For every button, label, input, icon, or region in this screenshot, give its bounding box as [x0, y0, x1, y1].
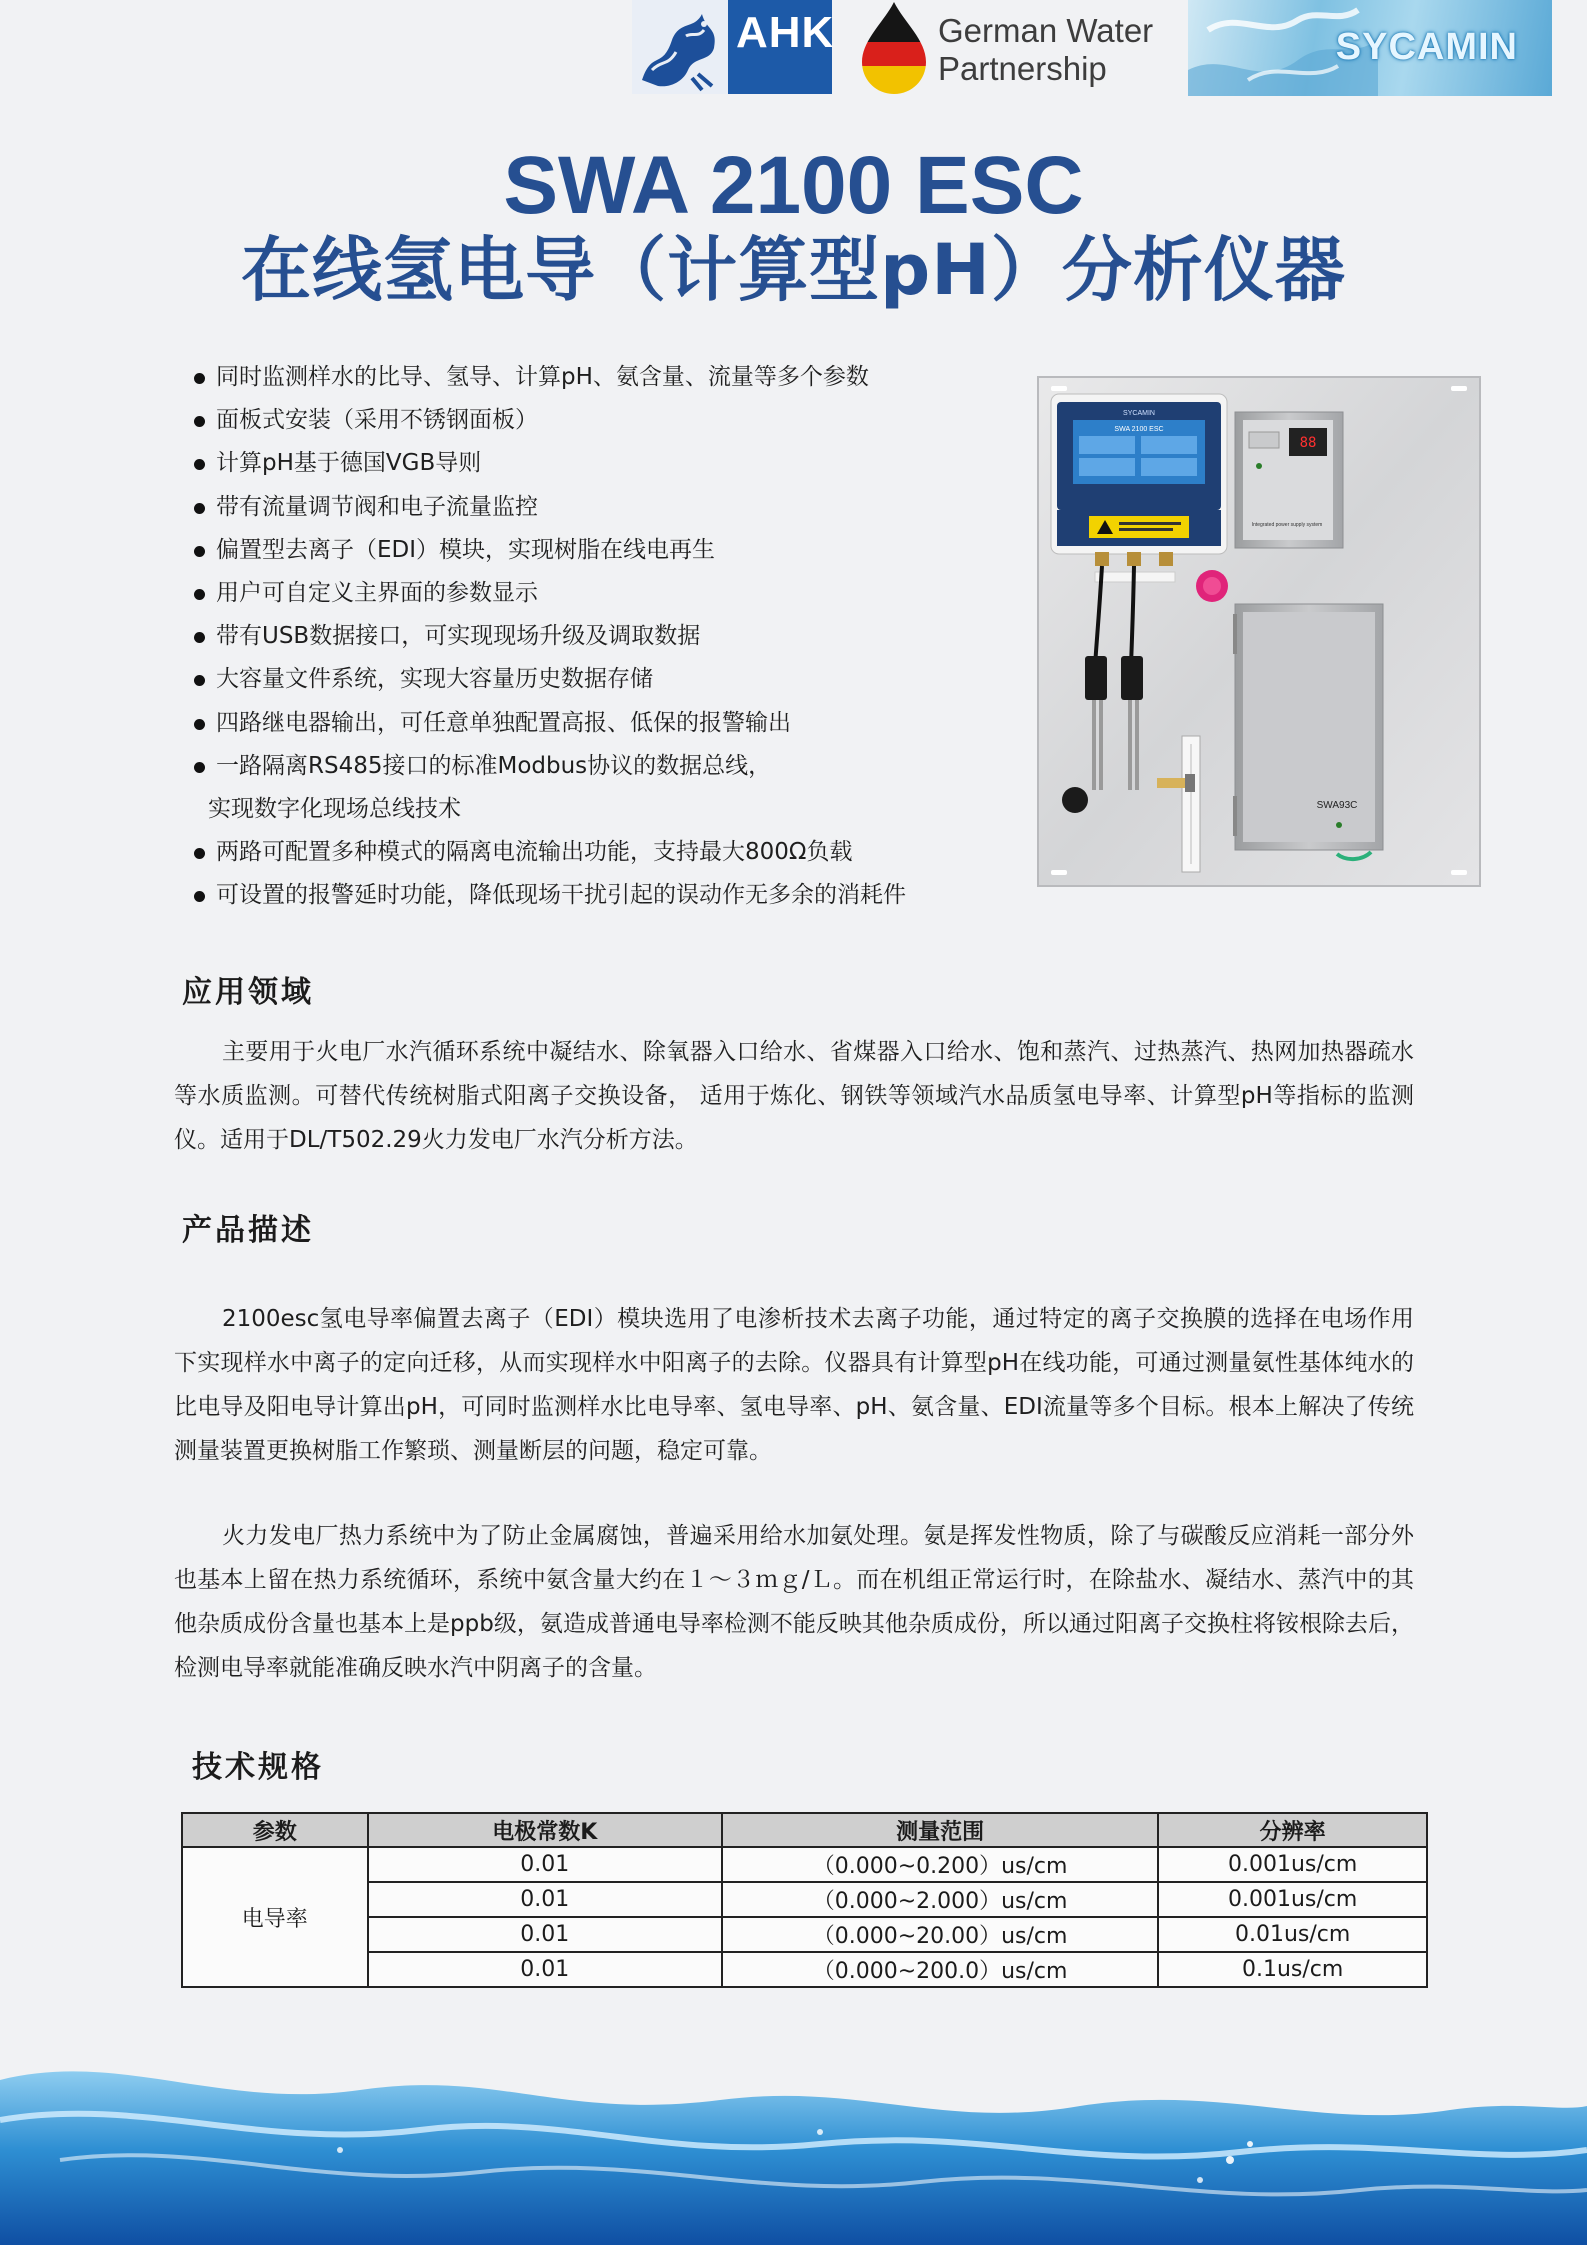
table-cell: 0.1us/cm — [1158, 1952, 1427, 1987]
col-header-range: 测量范围 — [722, 1813, 1158, 1847]
table-row — [182, 1882, 1427, 1917]
title-english: SWA 2100 ESC — [503, 140, 1084, 231]
feature-item: 用户可自定义主界面的参数显示 — [192, 572, 1022, 615]
svg-text:88: 88 — [1299, 435, 1317, 451]
bullet-icon — [194, 848, 205, 859]
feature-item: 可设置的报警延时功能，降低现场干扰引起的误动作无多余的消耗件 — [192, 874, 1022, 917]
feature-item: 计算pH基于德国VGB导则 — [192, 442, 1022, 485]
power-box-label: Integrated power supply system — [1251, 522, 1323, 528]
section-heading-specs: 技术规格 — [192, 1750, 324, 1785]
dragon-icon — [632, 0, 728, 94]
gwp-name — [938, 12, 1228, 88]
table-cell: 0.001us/cm — [1158, 1882, 1427, 1917]
water-wave-footer — [0, 2040, 1587, 2245]
bullet-icon — [194, 373, 205, 384]
spec-table — [181, 1812, 1428, 1988]
logo-bar — [632, 0, 1552, 96]
bullet-icon — [194, 416, 205, 427]
bullet-icon — [194, 546, 205, 557]
table-cell: 0.01 — [368, 1847, 722, 1882]
product-image — [1037, 376, 1481, 887]
feature-item: 四路继电器输出，可任意单独配置高报、低保的报警输出 — [192, 702, 1022, 745]
section-heading-description: 产品描述 — [182, 1213, 314, 1248]
section-heading-application: 应用领域 — [182, 975, 314, 1010]
bullet-icon — [194, 589, 205, 600]
sycamin-text: SYCAMIN — [1335, 26, 1518, 68]
col-header-resolution: 分辨率 — [1158, 1813, 1427, 1847]
description-text — [174, 1297, 1414, 1473]
table-cell: （0.000~0.200）us/cm — [722, 1847, 1158, 1882]
description-text-2 — [174, 1514, 1414, 1690]
feature-item: 带有USB数据接口，可实现现场升级及调取数据 — [192, 615, 1022, 658]
sycamin-logo — [1188, 0, 1552, 96]
feature-item: 两路可配置多种模式的隔离电流输出功能，支持最大800Ω负载 — [192, 831, 1022, 874]
gwp-line1: German Water — [938, 12, 1154, 49]
bullet-icon — [194, 675, 205, 686]
title-chinese: 在线氢电导（计算型pH）分析仪器 — [241, 229, 1346, 311]
bullet-icon — [194, 762, 205, 773]
gwp-line2: Partnership — [938, 50, 1107, 87]
flag-drop-icon — [854, 0, 932, 96]
feature-item: 面板式安装（采用不锈钢面板） — [192, 399, 1022, 442]
col-header-cell-constant: 电极常数K — [368, 1813, 722, 1847]
description-paragraph-1: 2100esc氢电导率偏置去离子（EDI）模块选用了电渗析技术去离子功能，通过特定的离子交换膜的选择在电场作用下实现样水中离子的定向迁移，从而实现样水中阳离子的去除。仪器具有计算型pH在线功能，可通过测量氨性基体纯水的比电导及阳电导计算出pH，可同时监测样水比电导率、氢电导率、pH、氨含量、EDI流量等多个目标。根本上解决了传统测量装置更换树脂工作繁琐、测量断层的问题，稳定可靠。 — [174, 1306, 1414, 1464]
table-cell: （0.000~20.00）us/cm — [722, 1917, 1158, 1952]
bullet-icon — [194, 503, 205, 514]
bullet-icon — [194, 459, 205, 470]
device-brand: SYCAMIN — [1123, 410, 1155, 417]
bullet-icon — [194, 891, 205, 902]
application-paragraph: 主要用于火电厂水汽循环系统中凝结水、除氧器入口给水、省煤器入口给水、饱和蒸汽、过热蒸汽、热网加热器疏水等水质监测。可替代传统树脂式阳离子交换设备， 适用于炼化、钢铁等领域汽水品质氢电导率、计算型pH等指标的监测仪。适用于DL/T502.29火力发电厂水汽分析方法。 — [174, 1039, 1414, 1153]
table-row — [182, 1917, 1427, 1952]
feature-item: 偏置型去离子（EDI）模块，实现树脂在线电再生 — [192, 529, 1022, 572]
table-cell: 0.01 — [368, 1917, 722, 1952]
german-water-partnership-logo — [854, 0, 1224, 96]
module-box-label: SWA93C — [1316, 800, 1358, 811]
table-cell: 0.01us/cm — [1158, 1917, 1427, 1952]
feature-item: 大容量文件系统，实现大容量历史数据存储 — [192, 658, 1022, 701]
table-cell: 0.01 — [368, 1882, 722, 1917]
bullet-icon — [194, 632, 205, 643]
table-header-row — [182, 1813, 1427, 1847]
table-row — [182, 1847, 1427, 1882]
description-paragraph-2: 火力发电厂热力系统中为了防止金属腐蚀，普遍采用给水加氨处理。氨是挥发性物质，除了与碳酸反应消耗一部分外也基本上留在热力系统循环，系统中氨含量大约在１～３ｍｇ/Ｌ。而在机组正常运行时，在除盐水、凝结水、蒸汽中的其他杂质成份含量也基本上是ppb级，氨造成普通电导率检测不能反映其他杂质成份，所以通过阳离子交换柱将铵根除去后，检测电导率就能准确反映水汽中阴离子的含量。 — [174, 1523, 1414, 1681]
table-cell: （0.000~200.0）us/cm — [722, 1952, 1158, 1987]
power-supply-box — [1235, 412, 1343, 548]
table-cell: 0.01 — [368, 1952, 722, 1987]
feature-item: 一路隔离RS485接口的标准Modbus协议的数据总线， 实现数字化现场总线技术 — [192, 745, 1022, 831]
table-row — [182, 1952, 1427, 1987]
ahk-logo — [632, 0, 835, 94]
table-cell: 0.001us/cm — [1158, 1847, 1427, 1882]
bullet-icon — [194, 719, 205, 730]
ahk-text: AHK — [736, 8, 835, 57]
col-header-param: 参数 — [182, 1813, 368, 1847]
edi-module-box — [1233, 604, 1383, 850]
feature-item: 同时监测样水的比导、氢导、计算pH、氨含量、流量等多个参数 — [192, 356, 1022, 399]
table-cell: （0.000~2.000）us/cm — [722, 1882, 1158, 1917]
param-cell: 电导率 — [182, 1847, 368, 1987]
application-text — [174, 1030, 1414, 1162]
feature-list — [192, 356, 1022, 918]
device-screen-title: SWA 2100 ESC — [1114, 426, 1164, 433]
analyzer-unit — [1051, 394, 1227, 554]
feature-item: 带有流量调节阀和电子流量监控 — [192, 486, 1022, 529]
feature-continuation: 实现数字化现场总线技术 — [208, 796, 461, 823]
